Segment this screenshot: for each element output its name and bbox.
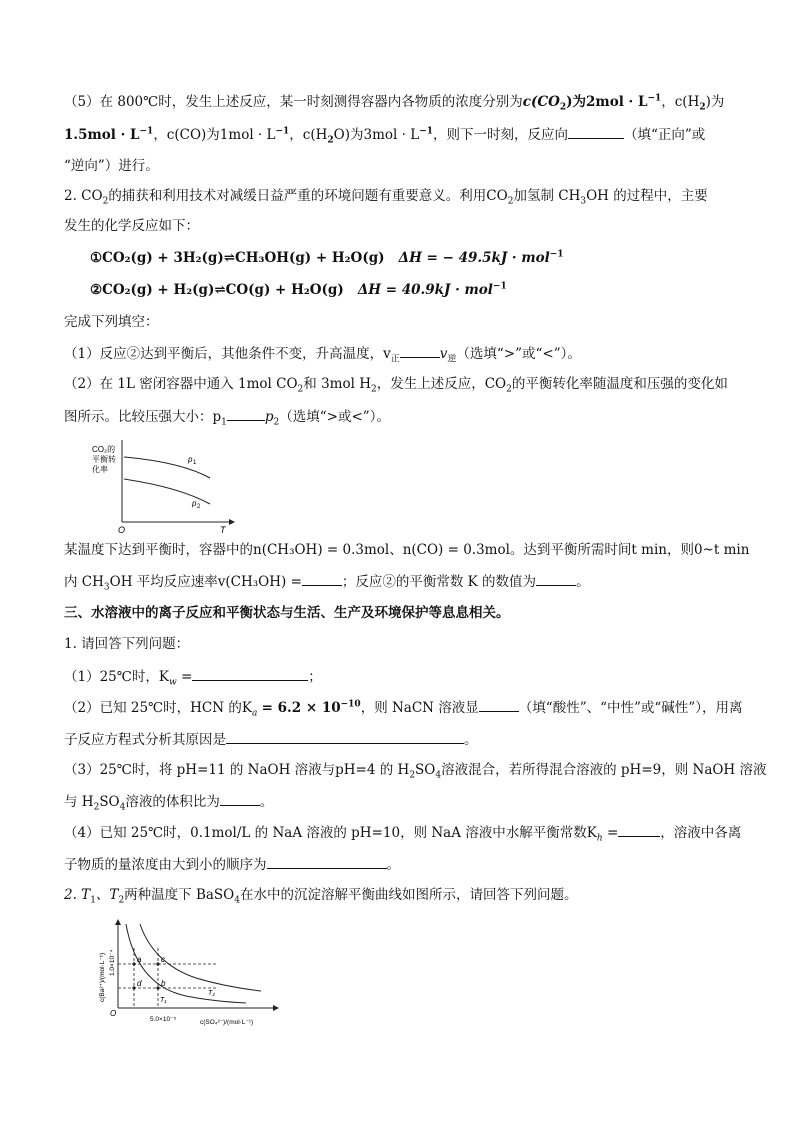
text: （填“酸性”、“中性”或“碱性”），用离: [518, 700, 743, 716]
text: 溶液的体积比为: [125, 794, 220, 810]
text: 2. T: [64, 887, 91, 903]
point-c: [156, 962, 159, 965]
text: 溶液混合，若所得混合溶液的 pH=9，则 NaOH 溶液: [441, 762, 767, 778]
text: OH 的过程中，主要: [586, 188, 708, 204]
answer-blank[interactable]: [192, 666, 308, 681]
sec3-a2-line-2: [64, 729, 478, 750]
text: = 6.2 × 10: [261, 700, 341, 716]
text: （4）已知 25℃时，0.1mol/L 的 NaA 溶液的 pH=10，则 NaA 溶液中水解平衡常数K: [64, 825, 597, 841]
curve-p2: [124, 479, 210, 504]
answer-blank[interactable]: [302, 571, 342, 586]
text: =: [606, 825, 619, 841]
origin-label: O: [110, 1009, 117, 1018]
text: ①CO₂(g) + 3H₂(g)⇌CH₃OH(g) + H₂O(g): [90, 250, 385, 266]
text: 1. 请回答下列问题：: [64, 636, 190, 652]
answer-blank[interactable]: [227, 406, 265, 421]
text: 某温度下达到平衡时，容器中的n(CH₃OH) = 0.3mol、n(CO) = 0.3mol。达到平衡所需时间t min，则0~t min: [64, 542, 750, 558]
p2-sub-1: [64, 343, 581, 364]
y-label-line-3: 化率: [92, 465, 108, 474]
text: ，则 NaCN 溶液显: [360, 700, 479, 716]
text: p: [264, 409, 274, 425]
sec3-a4-line-2: [64, 854, 400, 875]
text: 图所示。比较压强大小：p: [64, 409, 222, 425]
p2-intro-1: 2. $CO_2$的捕获和利用技术对减缓日益严重的环境问题有重要意义。利用$CO_2$加氢制 $CH_3OH$ 的过程中，主要: [64, 188, 708, 207]
label-p2-sub: 2: [197, 504, 201, 510]
answer-blank[interactable]: [568, 124, 624, 139]
text: v: [439, 346, 448, 362]
text: 和 3mol H: [303, 376, 371, 392]
text: 。: [464, 732, 478, 748]
text: 内 CH: [64, 574, 104, 590]
point-b: [156, 986, 159, 989]
label-d: d: [137, 979, 142, 988]
y-axis-label: c(Ba²⁺)/(mol·L⁻¹): [99, 952, 106, 1002]
text: 正: [390, 354, 400, 365]
fill-instruction: [64, 312, 159, 332]
text: （1）反应②达到平衡后，其他条件不变，升高温度，v: [64, 346, 391, 362]
q5-line-3: [64, 156, 159, 176]
p2-sub-2-line-1: （2）在 1L 密闭容器中通入 1mol $CO_2$和 3mol $H_2$，发生上述反应，$CO_2$的平衡转化率随温度和压强的变化如: [64, 376, 728, 395]
text: ，c(CO)为1mol · L: [153, 127, 276, 143]
text: 2. CO: [64, 188, 103, 204]
text: SO: [415, 762, 436, 778]
text: c(CO: [522, 94, 560, 110]
sec3-q1: [64, 634, 189, 654]
text: ②CO₂(g) + H₂(g)⇌CO(g) + H₂O(g): [90, 282, 344, 298]
text: 的平衡转化率随温度和压强的变化如: [511, 376, 728, 392]
x-axis-label: c(SO₄²⁻)/(mol·L⁻¹): [200, 1019, 254, 1026]
text: 、T: [95, 887, 119, 903]
answer-blank[interactable]: [618, 822, 660, 837]
sec3-a4-line-1: （4）已知 25℃时，0.1mol/L 的 NaA 溶液的 pH=10，则 NaA 溶液中水解平衡常数$K_h$ = ，溶液中各离: [64, 822, 741, 843]
x-axis-arrow: [229, 519, 235, 525]
y-label-line-2: 平衡转: [92, 455, 116, 464]
origin-label: O: [118, 525, 126, 535]
text: )为2mol · L: [566, 94, 648, 110]
text: 。: [259, 794, 274, 810]
text: 。: [386, 857, 400, 873]
text: −1: [647, 93, 662, 104]
sec3-a3-line-1: （3）25℃时，将 pH=11 的 NaOH 溶液与pH=4 的 $H_2SO_4$溶液混合，若所得混合溶液的 pH=9，则 NaOH 溶液: [64, 762, 767, 781]
label-b: b: [161, 979, 166, 988]
reaction-2: [90, 280, 507, 300]
section-3-title: [64, 603, 510, 623]
label-a: a: [137, 955, 142, 964]
text: 在水中的沉淀溶解平衡曲线如图所示，请回答下列问题。: [239, 887, 578, 903]
y-tick-label: 1.0×10⁻⁴: [109, 949, 116, 976]
text: −1: [275, 126, 290, 137]
text: )为: [705, 94, 725, 110]
reaction-1: [90, 248, 564, 268]
q5-line-2: $1.5mol \cdot L^{-1}$，c(CO)为$1mol \cdot L^{-1}$，$c(H_2O)$为$3mol \cdot L^{-1}$，则下一时刻，反应向 （填“正向”或: [64, 124, 705, 145]
text: 发生的化学反应如下：: [64, 218, 199, 234]
text: −1: [549, 249, 564, 260]
p2-sub-3-line-1: [64, 540, 749, 560]
text: ，c(H: [661, 94, 700, 110]
text: 子反应方程式分析其原因是: [64, 732, 226, 748]
q5-line-1: （5）在 800℃时，发生上述反应，某一时刻测得容器内各物质的浓度分别为$c(CO_2)$为$2mol \cdot L^{-1}$，$c(H_2)$为: [64, 93, 725, 113]
text: 三、水溶液中的离子反应和平衡状态与生活、生产及环境保护等息息相关。: [64, 605, 510, 621]
text: 两种温度下 BaSO: [124, 887, 235, 903]
text: 的捕获和利用技术对减缓日益严重的环境问题有重要意义。利用CO: [108, 188, 508, 204]
label-t1: T₁: [160, 997, 167, 1004]
x-tick-label: 5.0×10⁻⁵: [150, 1016, 177, 1023]
text: OH 平均反应速率v(CH₃OH) =: [109, 574, 302, 590]
label-t2: T₂: [208, 990, 215, 997]
point-a: [132, 962, 135, 965]
answer-blank[interactable]: [479, 697, 519, 712]
text: （3）25℃时，将 pH=11 的 NaOH 溶液与pH=4 的 H: [64, 762, 410, 778]
text: （2）在 1L 密闭容器中通入 1mol CO: [64, 376, 298, 392]
answer-blank[interactable]: [400, 343, 440, 358]
text: ，溶液中各离: [660, 825, 742, 841]
answer-blank[interactable]: [226, 729, 464, 744]
y-axis-arrow: [115, 919, 121, 925]
text: （2）已知 25℃时，HCN 的K: [64, 700, 252, 716]
baso4-solubility-graph: [96, 918, 286, 1030]
text: ，c(H: [289, 127, 328, 143]
text: 加氢制 CH: [513, 188, 581, 204]
sec3-q2: 2. $T_1$、$T_2$两种温度下 BaSO$_4$在水中的沉淀溶解平衡曲线如图所示，请回答下列问题。: [64, 887, 578, 906]
text: =: [180, 669, 193, 685]
text: 逆: [447, 354, 457, 365]
text: ΔH = − 49.5kJ · mol: [398, 250, 550, 266]
answer-blank[interactable]: [536, 571, 576, 586]
y-label-line-1: CO₂的: [92, 445, 116, 454]
p2-intro-2: [64, 216, 199, 236]
text: 。: [576, 574, 590, 590]
text: −1: [419, 126, 433, 137]
text: “逆向”）进行。: [64, 158, 159, 174]
label-p1-sub: 1: [193, 460, 197, 466]
answer-blank[interactable]: [220, 791, 260, 806]
sec3-a2-line-1: （2）已知 25℃时，HCN 的$K_a = 6.2 \times 10^{-10}$，则 NaCN 溶液显 （填“酸性”、“中性”或“碱性”），用离: [64, 697, 742, 718]
text: ；反应②的平衡常数 K 的数值为: [341, 574, 537, 590]
p2-sub-2-line-2: 图所示。比较压强大小：$p_1$ $p_2$（选填“>或<”）。: [64, 406, 390, 427]
curve-p1: [124, 457, 210, 478]
x-label: T: [220, 525, 226, 535]
label-p2: p: [192, 499, 197, 508]
text: （填“正向”或: [624, 127, 706, 143]
text: （5）在 800℃时，发生上述反应，某一时刻测得容器内各物质的浓度分别为: [64, 94, 523, 110]
sec3-a3-line-2: 与 $H_2SO_4$溶液的体积比为 。: [64, 791, 273, 812]
text: SO: [99, 794, 120, 810]
text: （选填“>或<”）。: [279, 409, 390, 425]
text: 子物质的量浓度由大到小的顺序为: [64, 857, 267, 873]
text: （1）25℃时，K: [64, 669, 169, 685]
answer-blank[interactable]: [267, 854, 387, 869]
text: ，则下一时刻，反应向: [433, 127, 568, 143]
sec3-a1: （1）25℃时，$K_w$ = ；: [64, 666, 322, 687]
label-p1: p: [188, 455, 193, 464]
text: 完成下列填空：: [64, 314, 159, 330]
text: −1: [139, 126, 154, 137]
x-axis-arrow: [273, 1005, 279, 1011]
text: −1: [492, 281, 507, 292]
text: （选填“>”或“<”）。: [456, 346, 581, 362]
text: −10: [340, 699, 361, 710]
text: 与 H: [64, 794, 94, 810]
text: 1.5mol · L: [64, 127, 140, 143]
text: O)为3mol · L: [333, 127, 420, 143]
text: ，发生上述反应，CO: [376, 376, 507, 392]
curve-t1: [126, 924, 246, 1003]
text: ；: [308, 669, 322, 685]
p2-sub-3-line-2: 内 $CH_3OH$ 平均反应速率v(CH₃OH) = ；反应②的平衡常数 K 的数值为 。: [64, 571, 590, 592]
point-d: [132, 986, 135, 989]
conversion-rate-graph: [88, 436, 248, 536]
text: ΔH = 40.9kJ · mol: [357, 282, 493, 298]
label-c: c: [161, 955, 165, 964]
